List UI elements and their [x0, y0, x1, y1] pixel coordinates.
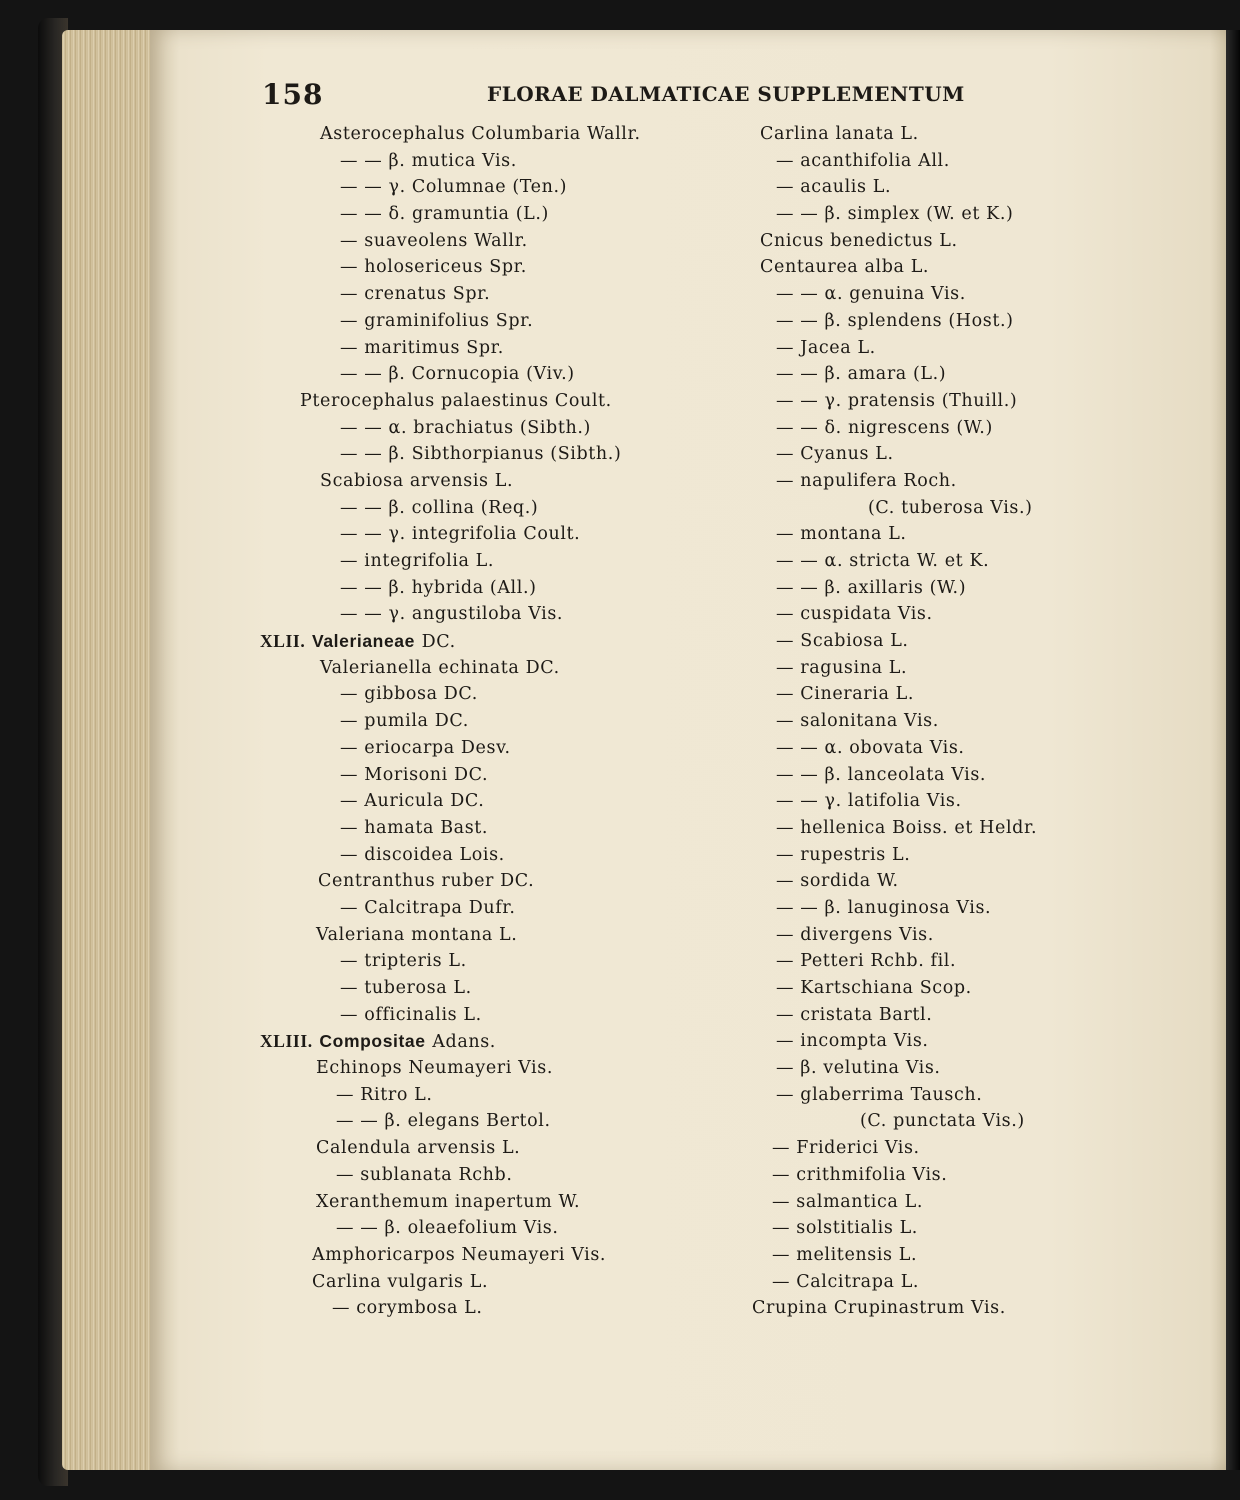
- species-entry: Calendula arvensis L.: [316, 1138, 521, 1159]
- species-entry: — acanthifolia All.: [776, 150, 950, 171]
- species-entry: Cnicus benedictus L.: [760, 230, 958, 251]
- species-entry: — crenatus Spr.: [340, 284, 491, 305]
- species-entry: — — γ. angustiloba Vis.: [340, 604, 564, 625]
- species-entry: Echinops Neumayeri Vis.: [316, 1058, 554, 1079]
- species-entry: — gibbosa DC.: [340, 684, 478, 705]
- species-entry: — pumila DC.: [340, 711, 469, 732]
- species-entry: — Auricula DC.: [340, 791, 485, 812]
- family-author: DC.: [421, 632, 456, 653]
- species-entry: — Ritro L.: [336, 1084, 433, 1105]
- species-entry: — acaulis L.: [776, 177, 892, 198]
- species-entry: — — γ. latifolia Vis.: [776, 791, 962, 812]
- family-heading: [260, 1028, 700, 1055]
- species-entry: — tripteris L.: [340, 951, 467, 972]
- species-entry: — β. velutina Vis.: [776, 1058, 941, 1079]
- species-entry: — Cyanus L.: [776, 444, 894, 465]
- species-entry: Crupina Crupinastrum Vis.: [752, 1298, 1006, 1319]
- species-entry: — — α. obovata Vis.: [776, 737, 965, 758]
- species-entry: Valerianella echinata DC.: [320, 657, 560, 678]
- species-entry: — — γ. pratensis (Thuill.): [776, 390, 1018, 411]
- species-entry: — Jacea L.: [776, 337, 876, 358]
- species-entry: — — δ. gramuntia (L.): [340, 204, 549, 225]
- species-entry: — napulifera Roch.: [776, 470, 957, 491]
- species-entry: — integrifolia L.: [340, 551, 495, 571]
- right-column: [740, 121, 1070, 1322]
- species-entry: — — β. lanceolata Vis.: [776, 764, 987, 785]
- family-name: Compositae: [319, 1031, 426, 1052]
- species-entry: — salmantica L.: [772, 1191, 923, 1212]
- species-entry: Centranthus ruber DC.: [318, 871, 535, 892]
- species-entry: — — β. axillaris (W.): [776, 577, 967, 598]
- family-author: Adans.: [432, 1032, 496, 1053]
- species-entry: — hamata Bast.: [340, 817, 489, 838]
- species-entry: — — β. collina (Req.): [340, 497, 539, 518]
- family-number: XLIII.: [260, 1031, 313, 1052]
- family-number: XLII.: [260, 631, 306, 652]
- species-entry: Xeranthemum inapertum W.: [316, 1191, 581, 1212]
- species-entry: — — α. genuina Vis.: [776, 284, 966, 305]
- species-entry: — — β. splendens (Host.): [776, 310, 1014, 331]
- species-entry: — sublanata Rchb.: [336, 1164, 513, 1185]
- species-entry: — salonitana Vis.: [776, 711, 939, 732]
- species-entry: — suaveolens Wallr.: [340, 230, 528, 251]
- species-entry: Valeriana montana L.: [316, 924, 518, 945]
- species-entry: (C. tuberosa Vis.): [868, 497, 1033, 518]
- species-entry: — Kartschiana Scop.: [776, 978, 972, 998]
- species-entry: — melitensis L.: [772, 1244, 918, 1265]
- species-entry: — montana L.: [776, 524, 907, 545]
- species-entry: — — α. brachiatus (Sibth.): [340, 417, 591, 438]
- species-entry: — — β. lanuginosa Vis.: [776, 897, 992, 918]
- species-entry: — cristata Bartl.: [776, 1004, 933, 1025]
- species-entry: — — β. oleaefolium Vis.: [336, 1218, 559, 1239]
- species-entry: — crithmifolia Vis.: [772, 1164, 948, 1185]
- species-entry: — ragusina L.: [776, 657, 908, 678]
- species-entry: — — β. Cornucopia (Viv.): [340, 364, 575, 385]
- species-entry: — solstitialis L.: [772, 1218, 918, 1239]
- species-entry: — discoidea Lois.: [340, 844, 505, 865]
- species-entry: — hellenica Boiss. et Heldr.: [776, 817, 1038, 838]
- species-entry: Centaurea alba L.: [760, 257, 930, 278]
- species-entry: — — γ. integrifolia Coult.: [340, 524, 581, 545]
- species-entry: — Cineraria L.: [776, 684, 915, 705]
- family-name: Valerianeae: [312, 631, 415, 652]
- species-entry: — Calcitrapa Dufr.: [340, 897, 516, 918]
- species-entry: Scabiosa arvensis L.: [320, 470, 514, 491]
- species-entry: — Petteri Rchb. fil.: [776, 951, 957, 972]
- species-entry: — — β. amara (L.): [776, 364, 947, 385]
- species-entry: — divergens Vis.: [776, 924, 934, 945]
- species-entry: Carlina vulgaris L.: [312, 1271, 489, 1292]
- page-number: 158: [262, 78, 324, 111]
- species-entry: — maritimus Spr.: [340, 337, 504, 358]
- species-entry: — incompta Vis.: [776, 1031, 929, 1052]
- species-entry: — — β. Sibthorpianus (Sibth.): [340, 444, 622, 465]
- species-entry: — tuberosa L.: [340, 978, 472, 998]
- species-entry: Amphoricarpos Neumayeri Vis.: [312, 1244, 607, 1265]
- running-title: FLORAE DALMATICAE SUPPLEMENTUM: [487, 82, 965, 106]
- species-entry: Asterocephalus Columbaria Wallr.: [320, 124, 641, 144]
- species-entry: Pterocephalus palaestinus Coult.: [300, 390, 612, 411]
- species-entry: — cuspidata Vis.: [776, 604, 933, 625]
- species-entry: — — β. mutica Vis.: [340, 150, 517, 171]
- species-entry: (C. punctata Vis.): [860, 1111, 1025, 1132]
- species-entry: — Scabiosa L.: [776, 631, 909, 652]
- species-entry: — — β. hybrida (All.): [340, 577, 537, 598]
- left-column: [260, 121, 700, 1322]
- species-entry: — Calcitrapa L.: [772, 1271, 920, 1292]
- species-entry: — Morisoni DC.: [340, 764, 489, 785]
- species-entry: — — α. stricta W. et K.: [776, 551, 990, 571]
- species-entry: — — β. elegans Bertol.: [336, 1111, 551, 1132]
- species-entry: — corymbosa L.: [332, 1298, 483, 1319]
- species-entry: — rupestris L.: [776, 844, 911, 865]
- species-entry: — Friderici Vis.: [772, 1138, 920, 1159]
- species-entry: — sordida W.: [776, 871, 899, 892]
- species-entry: — glaberrima Tausch.: [776, 1084, 983, 1105]
- species-entry: — — δ. nigrescens (W.): [776, 417, 993, 438]
- species-entry: — officinalis L.: [340, 1004, 482, 1025]
- species-entry: — graminifolius Spr.: [340, 310, 534, 331]
- species-entry: — — γ. Columnae (Ten.): [340, 177, 568, 198]
- species-entry: — eriocarpa Desv.: [340, 737, 511, 758]
- species-entry: Carlina lanata L.: [760, 124, 919, 144]
- species-entry: — holosericeus Spr.: [340, 257, 527, 278]
- family-heading: [260, 628, 700, 655]
- species-entry: — — β. simplex (W. et K.): [776, 204, 1014, 225]
